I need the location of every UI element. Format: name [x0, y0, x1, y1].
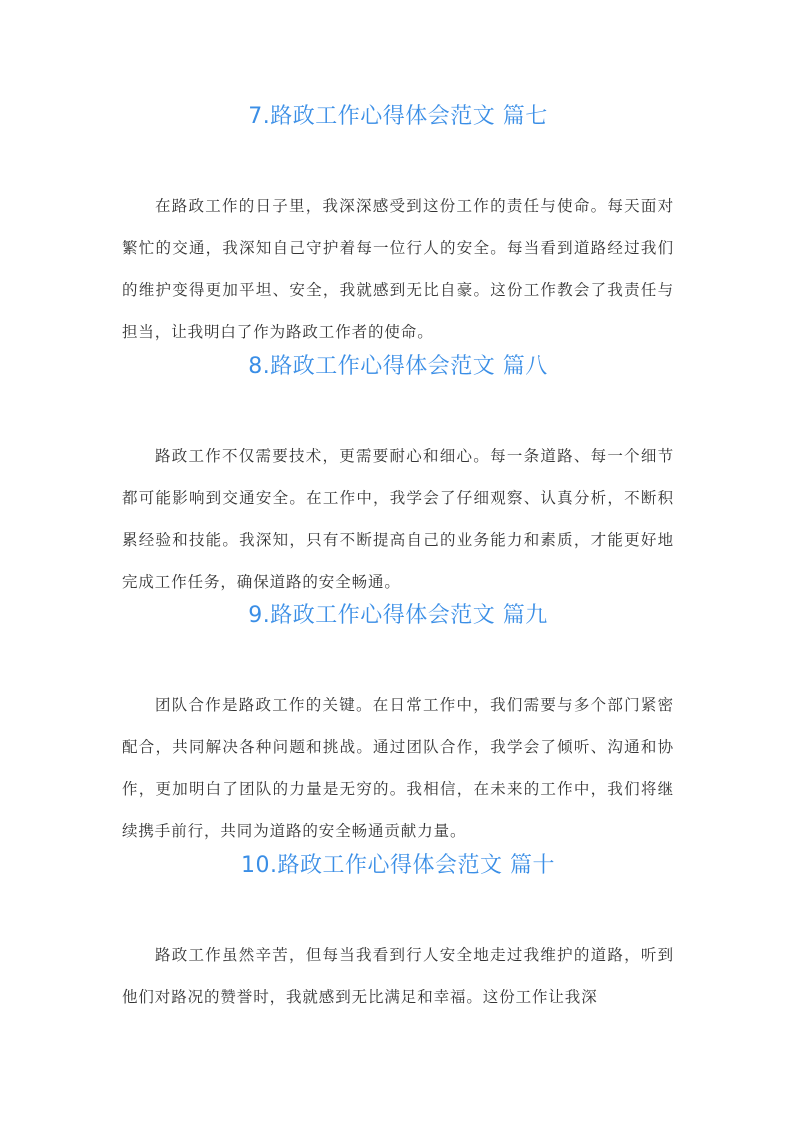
section-heading: 10.路政工作心得体会范文 篇十	[241, 853, 555, 878]
section-paragraph: 路政工作不仅需要技术，更需要耐心和细心。每一条道路、每一个细节都可能影响到交通安全。在工作中，我学会了仔细观察、认真分析，不断积累经验和技能。我深知，只有不断提高自己的业务能力和素质，才能更好地完成工作任务，确保道路的安全畅通。	[122, 447, 674, 591]
section-heading: 7.路政工作心得体会范文 篇七	[248, 104, 548, 129]
section-7	[122, 102, 674, 353]
section-10	[122, 851, 674, 1018]
section-8	[122, 352, 674, 603]
section-heading: 8.路政工作心得体会范文 篇八	[248, 354, 548, 379]
section-paragraph: 在路政工作的日子里，我深深感受到这份工作的责任与使命。每天面对繁忙的交通，我深知自己守护着每一位行人的安全。每当看到道路经过我们的维护变得更加平坦、安全，我就感到无比自豪。这份工作教会了我责任与担当，让我明白了作为路政工作者的使命。	[122, 197, 674, 341]
section-paragraph: 团队合作是路政工作的关键。在日常工作中，我们需要与多个部门紧密配合，共同解决各种问题和挑战。通过团队合作，我学会了倾听、沟通和协作，更加明白了团队的力量是无穷的。我相信，在未来的工作中，我们将继续携手前行，共同为道路的安全畅通贡献力量。	[122, 696, 674, 840]
section-paragraph: 路政工作虽然辛苦，但每当我看到行人安全地走过我维护的道路，听到他们对路况的赞誉时，我就感到无比满足和幸福。这份工作让我深	[122, 946, 674, 1006]
section-9	[122, 601, 674, 852]
section-heading: 9.路政工作心得体会范文 篇九	[248, 603, 548, 628]
